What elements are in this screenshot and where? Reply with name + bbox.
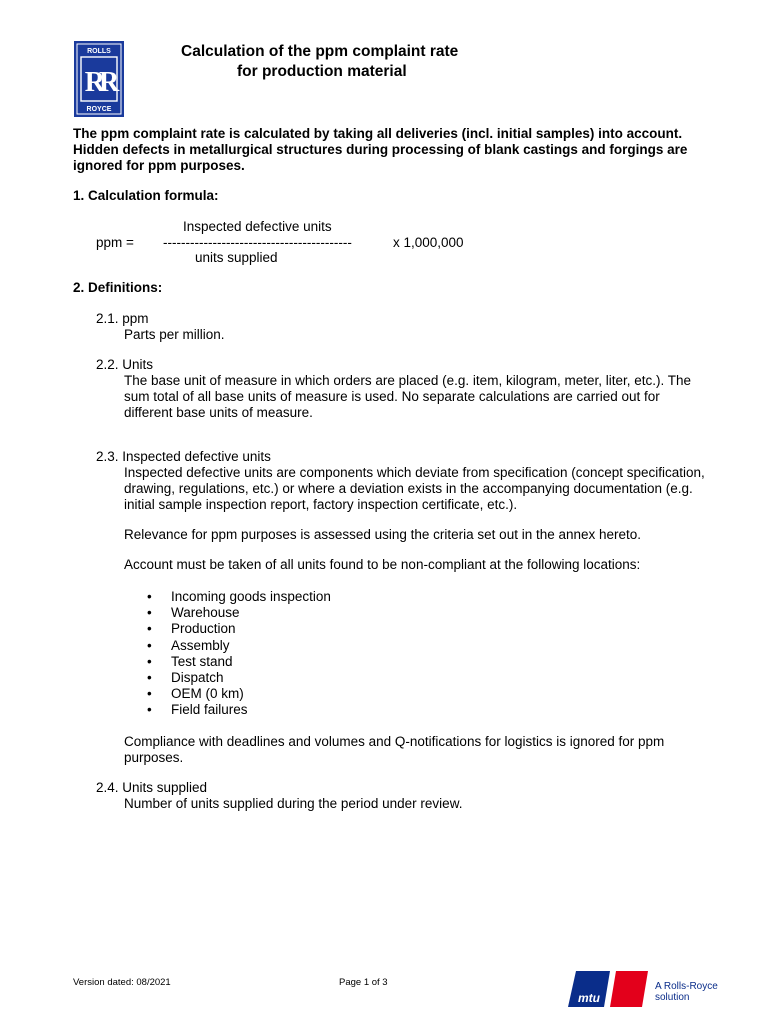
location-list	[147, 589, 331, 719]
mtu-logo-text: mtu	[578, 991, 600, 1005]
account-text: Account must be taken of all units found to be non-compliant at the following locations:	[124, 557, 641, 572]
list-item: • Dispatch	[147, 669, 224, 685]
list-item: • Warehouse	[147, 605, 240, 621]
definition-supplied-title: 2.4. Units supplied	[96, 780, 208, 795]
definition-defective-line3: initial sample inspection report, factory inspection certificate, etc.).	[124, 497, 518, 512]
bullet-icon: •	[147, 605, 152, 621]
formula-denominator: units supplied	[195, 250, 278, 265]
formula-lhs: ppm =	[96, 235, 134, 250]
section1-heading: 1. Calculation formula:	[73, 188, 219, 203]
logo-top-text: ROLLS	[87, 48, 111, 55]
page-number: Page 1 of 3	[339, 977, 388, 988]
tagline-line1: A Rolls-Royce	[655, 981, 718, 992]
mtu-logo-red-shape	[610, 971, 648, 1007]
definition-defective-line2: drawing, regulations, etc.) or where a deviation exists in the accompanying documentation (e.g.	[124, 481, 693, 496]
formula-fraction-bar: ------------------------------------------	[163, 235, 352, 250]
definition-units-line2: sum total of all base units of measure is used. No separate calculations are carried out for	[124, 389, 660, 404]
tagline-line2: solution	[655, 992, 690, 1003]
formula-numerator: Inspected defective units	[183, 219, 332, 234]
bullet-icon: •	[147, 589, 152, 604]
rolls-royce-logo	[74, 41, 124, 117]
compliance-line2: purposes.	[124, 750, 184, 765]
list-item: • OEM (0 km)	[147, 686, 244, 702]
definition-ppm-text: Parts per million.	[124, 327, 225, 342]
intro-line2: Hidden defects in metallurgical structures during processing of blank castings and forgings are	[73, 142, 688, 157]
bullet-icon: •	[147, 621, 152, 637]
list-item: • Field failures	[147, 702, 248, 718]
definition-ppm-title: 2.1. ppm	[96, 311, 149, 326]
definition-defective-title: 2.3. Inspected defective units	[96, 449, 271, 464]
version-date: Version dated: 08/2021	[73, 977, 171, 988]
definition-units-title: 2.2. Units	[96, 357, 154, 372]
intro-line3: ignored for ppm purposes.	[73, 158, 245, 173]
list-item: • Production	[147, 621, 236, 637]
bullet-icon: •	[147, 653, 152, 669]
definition-supplied-text: Number of units supplied during the period under review.	[124, 796, 463, 811]
compliance-line1: Compliance with deadlines and volumes and Q-notifications for logistics is ignored for ppm	[124, 734, 665, 749]
logo-monogram: RR	[84, 67, 114, 98]
rolls-royce-solution-tagline	[655, 981, 718, 1003]
list-item: • Incoming goods inspection	[147, 589, 331, 604]
definition-units-line1: The base unit of measure in which orders are placed (e.g. item, kilogram, meter, liter, etc.). The	[124, 373, 692, 388]
relevance-text: Relevance for ppm purposes is assessed using the criteria set out in the annex hereto.	[124, 527, 642, 542]
document-title-line2: for production material	[237, 63, 407, 80]
document-title-line1: Calculation of the ppm complaint rate	[181, 43, 459, 60]
bullet-icon: •	[147, 686, 152, 702]
definition-defective-line1: Inspected defective units are components which deviate from specification (concept specification,	[124, 465, 705, 480]
list-item: • Test stand	[147, 653, 233, 669]
logo-bottom-text: ROYCE	[86, 106, 112, 113]
list-item: • Assembly	[147, 637, 230, 653]
formula-multiplier: x 1,000,000	[393, 235, 464, 250]
mtu-logo	[566, 969, 650, 1009]
section2-heading: 2. Definitions:	[73, 280, 163, 295]
bullet-icon: •	[147, 669, 152, 685]
intro-line1: The ppm complaint rate is calculated by taking all deliveries (incl. initial samples) into account.	[73, 126, 683, 141]
definition-units-line3: different base units of measure.	[124, 405, 313, 420]
bullet-icon: •	[147, 637, 152, 653]
bullet-icon: •	[147, 702, 152, 718]
